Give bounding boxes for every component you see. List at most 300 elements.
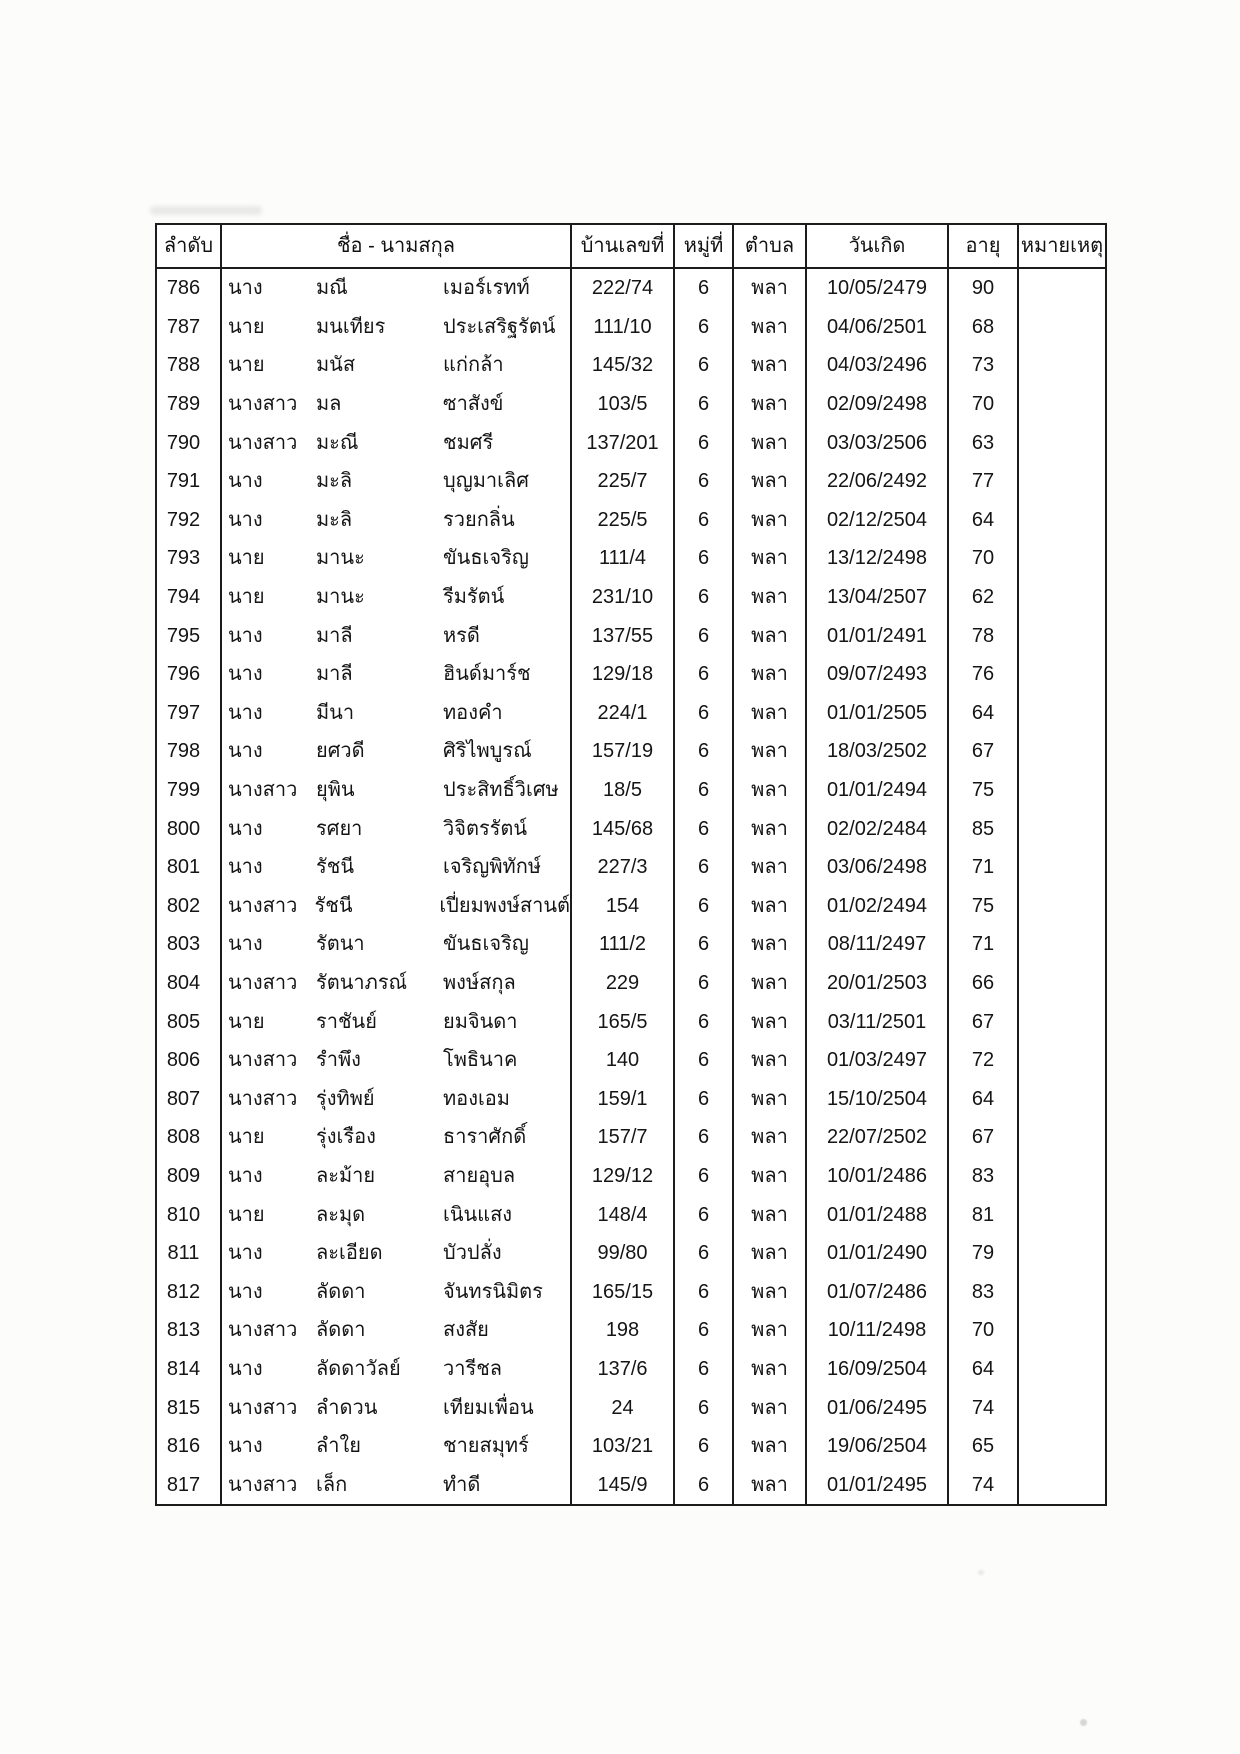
cell-age: 62 [949,578,1019,617]
cell-moo: 6 [675,1272,734,1311]
cell-order-no: 789 [157,385,222,424]
cell-house-no: 129/18 [572,655,675,694]
cell-remark [1019,269,1105,308]
table-row [157,1234,1105,1273]
last-name: ศิริไพบูรณ์ [443,740,532,763]
cell-moo: 6 [675,1002,734,1041]
first-name: ยุพิน [316,779,355,802]
cell-moo: 6 [675,423,734,462]
first-name: รัชนี [314,894,353,917]
cell-order-no: 806 [157,1041,222,1080]
cell-remark [1019,1465,1105,1504]
table-row [157,1272,1105,1311]
cell-birthdate: 13/04/2507 [807,578,949,617]
cell-order-no: 796 [157,655,222,694]
first-name: ราชันย์ [316,1010,377,1033]
cell-order-no: 800 [157,809,222,848]
cell-remark [1019,501,1105,540]
cell-name [222,732,572,771]
cell-house-no: 137/55 [572,616,675,655]
name-title-prefix: นาง [228,1357,263,1380]
cell-tambon: พลา [734,655,807,694]
name-title-prefix: นาง [228,1435,263,1458]
cell-house-no: 111/2 [572,925,675,964]
table-row [157,346,1105,385]
cell-name [222,848,572,887]
cell-moo: 6 [675,578,734,617]
cell-tambon: พลา [734,1157,807,1196]
cell-moo: 6 [675,694,734,733]
cell-tambon: พลา [734,1079,807,1118]
cell-house-no: 99/80 [572,1234,675,1273]
cell-moo: 6 [675,1079,734,1118]
cell-tambon: พลา [734,462,807,501]
cell-birthdate: 03/06/2498 [807,848,949,887]
cell-order-no: 817 [157,1465,222,1504]
last-name: เจริญพิทักษ์ [443,856,541,879]
last-name: เมอร์เรทท์ [443,277,530,300]
last-name: รวยกลิ่น [443,508,515,531]
last-name: ซาสังข์ [443,393,504,416]
last-name: ทองคำ [443,701,503,724]
cell-tambon: พลา [734,1234,807,1273]
cell-order-no: 797 [157,694,222,733]
name-title-prefix: นาย [228,547,265,570]
cell-order-no: 802 [157,887,222,926]
first-name: รัตนาภรณ์ [316,971,408,994]
name-title-prefix: นางสาว [228,1049,298,1072]
cell-birthdate: 01/01/2488 [807,1195,949,1234]
cell-moo: 6 [675,732,734,771]
name-title-prefix: นางสาว [228,779,298,802]
table-row [157,1041,1105,1080]
cell-tambon: พลา [734,423,807,462]
first-name: รุ่งเรือง [316,1126,376,1149]
name-title-prefix: นาง [228,933,263,956]
cell-name [222,964,572,1003]
cell-tambon: พลา [734,1118,807,1157]
cell-house-no: 225/5 [572,501,675,540]
cell-house-no: 24 [572,1388,675,1427]
name-title-prefix: นาย [228,354,265,377]
table-row [157,771,1105,810]
scan-speck-artifact [978,1570,984,1575]
table-row [157,1002,1105,1041]
cell-birthdate: 19/06/2504 [807,1427,949,1466]
cell-name [222,462,572,501]
cell-remark [1019,887,1105,926]
cell-name [222,771,572,810]
cell-house-no: 137/201 [572,423,675,462]
cell-birthdate: 18/03/2502 [807,732,949,771]
cell-house-no: 157/19 [572,732,675,771]
cell-remark [1019,1118,1105,1157]
cell-birthdate: 22/06/2492 [807,462,949,501]
cell-name [222,1041,572,1080]
cell-remark [1019,346,1105,385]
first-name: ละเอียด [316,1242,383,1265]
cell-name [222,1118,572,1157]
cell-birthdate: 20/01/2503 [807,964,949,1003]
cell-birthdate: 03/11/2501 [807,1002,949,1041]
cell-birthdate: 10/01/2486 [807,1157,949,1196]
cell-name [222,346,572,385]
cell-remark [1019,1041,1105,1080]
last-name: เทียมเพื่อน [443,1396,534,1419]
cell-remark [1019,1427,1105,1466]
cell-remark [1019,809,1105,848]
name-title-prefix: นาง [228,277,263,300]
first-name: ลัดดา [316,1319,366,1342]
cell-birthdate: 01/06/2495 [807,1388,949,1427]
cell-age: 67 [949,1002,1019,1041]
last-name: ขันธเจริญ [443,547,529,570]
cell-moo: 6 [675,925,734,964]
cell-tambon: พลา [734,887,807,926]
cell-order-no: 815 [157,1388,222,1427]
name-title-prefix: นางสาว [228,431,298,454]
cell-birthdate: 10/11/2498 [807,1311,949,1350]
resident-register-table [155,223,1107,1506]
name-title-prefix: นาง [228,1164,263,1187]
name-title-prefix: นาย [228,1203,265,1226]
cell-remark [1019,1272,1105,1311]
cell-name [222,925,572,964]
cell-name [222,1079,572,1118]
cell-house-no: 111/10 [572,308,675,347]
cell-age: 75 [949,771,1019,810]
cell-order-no: 813 [157,1311,222,1350]
cell-birthdate: 16/09/2504 [807,1350,949,1389]
cell-order-no: 795 [157,616,222,655]
cell-tambon: พลา [734,1195,807,1234]
cell-moo: 6 [675,385,734,424]
cell-tambon: พลา [734,539,807,578]
header-house-no: บ้านเลขที่ [572,225,675,267]
cell-moo: 6 [675,1388,734,1427]
cell-moo: 6 [675,1157,734,1196]
cell-name [222,616,572,655]
cell-birthdate: 03/03/2506 [807,423,949,462]
table-row [157,616,1105,655]
table-row [157,1079,1105,1118]
last-name: ฮินด์มาร์ช [443,663,531,686]
first-name: ลำใย [316,1435,361,1458]
table-row [157,385,1105,424]
table-row [157,848,1105,887]
last-name: วารีชล [443,1357,503,1380]
cell-tambon: พลา [734,694,807,733]
name-title-prefix: นาง [228,470,263,493]
cell-order-no: 803 [157,925,222,964]
first-name: ละมุด [316,1203,366,1226]
cell-birthdate: 01/07/2486 [807,1272,949,1311]
cell-order-no: 801 [157,848,222,887]
table-row [157,1465,1105,1504]
cell-house-no: 145/9 [572,1465,675,1504]
cell-order-no: 790 [157,423,222,462]
cell-name [222,539,572,578]
name-title-prefix: นางสาว [228,1087,298,1110]
first-name: รำพึง [316,1049,361,1072]
cell-moo: 6 [675,462,734,501]
first-name: มล [316,393,342,416]
cell-remark [1019,925,1105,964]
first-name: มะลิ [316,508,353,531]
cell-birthdate: 01/01/2495 [807,1465,949,1504]
cell-order-no: 812 [157,1272,222,1311]
cell-age: 78 [949,616,1019,655]
cell-order-no: 794 [157,578,222,617]
cell-remark [1019,964,1105,1003]
cell-name [222,1311,572,1350]
cell-age: 64 [949,1350,1019,1389]
table-row [157,1388,1105,1427]
cell-remark [1019,655,1105,694]
cell-order-no: 811 [157,1234,222,1273]
cell-remark [1019,1079,1105,1118]
table-row [157,423,1105,462]
cell-tambon: พลา [734,1388,807,1427]
cell-birthdate: 10/05/2479 [807,269,949,308]
last-name: สายอุบล [443,1164,516,1187]
cell-age: 64 [949,694,1019,733]
cell-birthdate: 22/07/2502 [807,1118,949,1157]
cell-name [222,385,572,424]
first-name: รุ่งทิพย์ [316,1087,375,1110]
cell-birthdate: 15/10/2504 [807,1079,949,1118]
cell-order-no: 809 [157,1157,222,1196]
last-name: ประสิทธิ์วิเศษ [443,779,559,802]
last-name: จันทรนิมิตร [443,1280,543,1303]
first-name: ลัดดา [316,1280,366,1303]
cell-house-no: 145/68 [572,809,675,848]
name-title-prefix: นาง [228,701,263,724]
cell-name [222,423,572,462]
header-age: อายุ [949,225,1019,267]
table-row [157,1157,1105,1196]
cell-name [222,1465,572,1504]
cell-house-no: 18/5 [572,771,675,810]
cell-name [222,501,572,540]
cell-order-no: 810 [157,1195,222,1234]
cell-remark [1019,732,1105,771]
name-title-prefix: นาง [228,856,263,879]
first-name: มาลี [316,624,353,647]
cell-age: 79 [949,1234,1019,1273]
cell-tambon: พลา [734,809,807,848]
cell-order-no: 814 [157,1350,222,1389]
table-row [157,964,1105,1003]
cell-tambon: พลา [734,346,807,385]
cell-remark [1019,771,1105,810]
cell-house-no: 165/5 [572,1002,675,1041]
cell-age: 77 [949,462,1019,501]
cell-remark [1019,1350,1105,1389]
table-row [157,655,1105,694]
name-title-prefix: นาย [228,1010,265,1033]
cell-tambon: พลา [734,964,807,1003]
cell-house-no: 159/1 [572,1079,675,1118]
first-name: มานะ [316,586,365,609]
last-name: ขันธเจริญ [443,933,529,956]
table-row [157,269,1105,308]
cell-remark [1019,616,1105,655]
cell-order-no: 792 [157,501,222,540]
name-title-prefix: นางสาว [228,971,298,994]
cell-order-no: 798 [157,732,222,771]
cell-moo: 6 [675,616,734,655]
cell-name [222,809,572,848]
cell-tambon: พลา [734,1427,807,1466]
last-name: ชายสมุทร์ [443,1435,529,1458]
cell-name [222,308,572,347]
cell-remark [1019,578,1105,617]
cell-house-no: 145/32 [572,346,675,385]
cell-order-no: 786 [157,269,222,308]
name-title-prefix: นาย [228,315,265,338]
cell-moo: 6 [675,1234,734,1273]
cell-age: 70 [949,1311,1019,1350]
name-title-prefix: นางสาว [228,1396,298,1419]
table-row [157,1427,1105,1466]
cell-name [222,887,572,926]
last-name: ทองเอม [443,1087,510,1110]
cell-order-no: 793 [157,539,222,578]
cell-name [222,1002,572,1041]
cell-moo: 6 [675,1195,734,1234]
cell-tambon: พลา [734,732,807,771]
cell-tambon: พลา [734,1350,807,1389]
first-name: ลัดดาวัลย์ [316,1357,401,1380]
cell-order-no: 808 [157,1118,222,1157]
table-header-row [157,225,1105,269]
cell-remark [1019,539,1105,578]
first-name: มะลิ [316,470,353,493]
cell-age: 83 [949,1157,1019,1196]
first-name: เล็ก [316,1473,348,1496]
cell-name [222,1350,572,1389]
cell-remark [1019,423,1105,462]
name-title-prefix: นาย [228,1126,265,1149]
cell-remark [1019,1157,1105,1196]
cell-tambon: พลา [734,1041,807,1080]
cell-name [222,1195,572,1234]
cell-birthdate: 13/12/2498 [807,539,949,578]
cell-name [222,1234,572,1273]
first-name: มะณี [316,431,359,454]
cell-age: 71 [949,925,1019,964]
cell-tambon: พลา [734,1465,807,1504]
cell-birthdate: 08/11/2497 [807,925,949,964]
cell-moo: 6 [675,1118,734,1157]
cell-house-no: 154 [572,887,675,926]
first-name: มนัส [316,354,356,377]
cell-age: 81 [949,1195,1019,1234]
cell-house-no: 165/15 [572,1272,675,1311]
name-title-prefix: นาง [228,1280,263,1303]
header-name: ชื่อ - นามสกุล [222,225,572,267]
last-name: หรดี [443,624,480,647]
cell-remark [1019,1388,1105,1427]
first-name: ละม้าย [316,1164,376,1187]
cell-age: 66 [949,964,1019,1003]
cell-name [222,1272,572,1311]
cell-tambon: พลา [734,848,807,887]
first-name: รัชนี [316,856,354,879]
cell-age: 67 [949,1118,1019,1157]
first-name: มีนา [316,701,355,724]
table-row [157,694,1105,733]
cell-house-no: 222/74 [572,269,675,308]
header-birthdate: วันเกิด [807,225,949,267]
cell-remark [1019,308,1105,347]
table-row [157,501,1105,540]
cell-moo: 6 [675,771,734,810]
cell-remark [1019,848,1105,887]
cell-age: 90 [949,269,1019,308]
cell-age: 75 [949,887,1019,926]
table-row [157,1118,1105,1157]
cell-moo: 6 [675,501,734,540]
cell-tambon: พลา [734,385,807,424]
cell-remark [1019,1234,1105,1273]
first-name: มาลี [316,663,353,686]
cell-house-no: 224/1 [572,694,675,733]
first-name: มนเทียร [316,315,386,338]
cell-moo: 6 [675,964,734,1003]
header-moo: หมู่ที่ [675,225,734,267]
header-order-no: ลำดับ [157,225,222,267]
cell-age: 76 [949,655,1019,694]
cell-order-no: 788 [157,346,222,385]
cell-moo: 6 [675,1465,734,1504]
cell-tambon: พลา [734,1272,807,1311]
last-name: รีมรัตน์ [443,586,505,609]
cell-remark [1019,385,1105,424]
last-name: ประเสริฐรัตน์ [443,315,556,338]
cell-tambon: พลา [734,578,807,617]
cell-house-no: 140 [572,1041,675,1080]
name-title-prefix: นาง [228,663,263,686]
table-row [157,732,1105,771]
table-row [157,462,1105,501]
cell-birthdate: 01/01/2505 [807,694,949,733]
cell-age: 83 [949,1272,1019,1311]
cell-moo: 6 [675,848,734,887]
last-name: ธาราศักดิ์ [443,1126,527,1149]
last-name: เปี่ยมพงษ์สานต์ [439,894,570,917]
cell-house-no: 227/3 [572,848,675,887]
name-title-prefix: นาย [228,586,265,609]
cell-remark [1019,462,1105,501]
cell-moo: 6 [675,346,734,385]
cell-name [222,1157,572,1196]
cell-moo: 6 [675,1427,734,1466]
cell-age: 64 [949,501,1019,540]
cell-birthdate: 01/02/2494 [807,887,949,926]
cell-tambon: พลา [734,501,807,540]
cell-house-no: 198 [572,1311,675,1350]
cell-birthdate: 01/03/2497 [807,1041,949,1080]
cell-house-no: 129/12 [572,1157,675,1196]
table-row [157,1195,1105,1234]
cell-tambon: พลา [734,925,807,964]
cell-name [222,655,572,694]
last-name: พงษ์สกุล [443,971,516,994]
last-name: สงสัย [443,1319,489,1342]
cell-house-no: 157/7 [572,1118,675,1157]
